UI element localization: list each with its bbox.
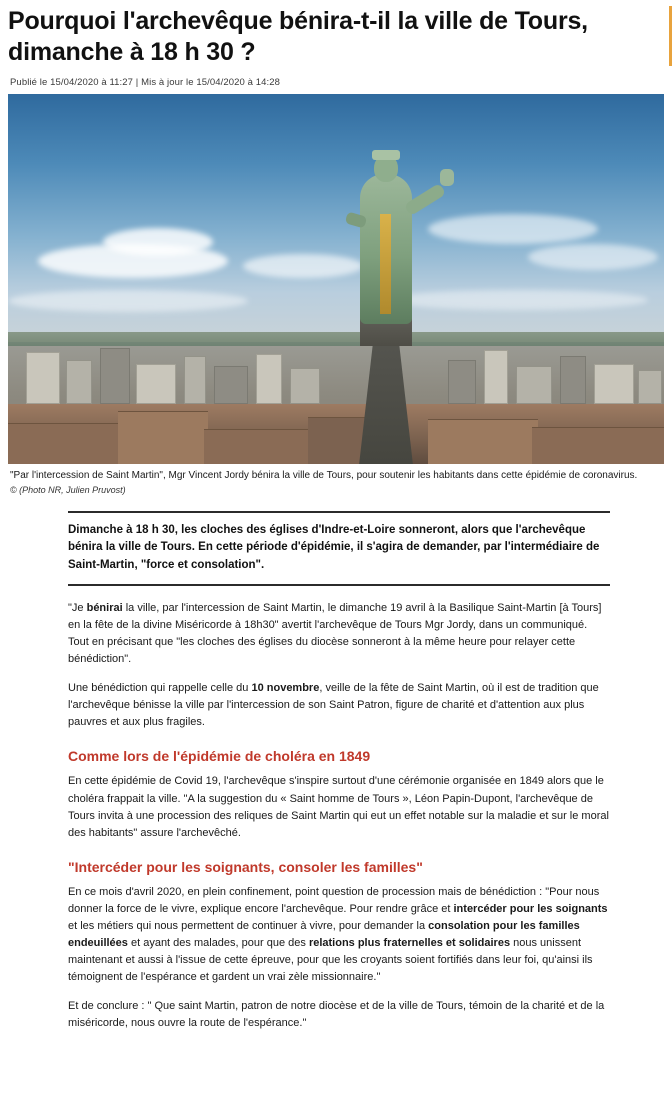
paragraph-part: et ayant des malades, pour que des — [127, 936, 309, 949]
publication-meta: Publié le 15/04/2020 à 11:27 | Mis à jour le 15/04/2020 à 14:28 — [10, 77, 281, 88]
paragraph-part: , veille de la fête de Saint Martin, où il est de tradition que l'archevêque bénisse la ville par l'intercession de son Saint Patron, figure de charité et d'attention aux plus pauvres et aux plus fragiles. — [68, 682, 599, 729]
building-block — [516, 366, 552, 404]
rooftop — [428, 419, 538, 464]
photo-credit: © (Photo NR, Julien Pruvost) — [10, 484, 126, 495]
rooftop — [532, 427, 664, 464]
building-block — [638, 370, 662, 404]
building-block — [66, 360, 92, 404]
building-block — [290, 368, 320, 404]
rooftop — [8, 423, 128, 464]
page-title: Pourquoi l'archevêque bénira-t-il la ville de Tours, dimanche à 18 h 30 ? — [8, 7, 588, 66]
building-block — [184, 356, 206, 404]
paragraph — [68, 680, 610, 731]
section-heading-2: "Intercéder pour les soignants, consoler les familles" — [68, 858, 423, 875]
cloud-shape — [243, 254, 363, 278]
article-standfirst: Dimanche à 18 h 30, les cloches des églises d'Indre-et-Loire sonneront, alors que l'archevêque bénira la ville de Tours. En cette période d'épidémie, il s'agira de demander, par l'intermédiaire de Saint-Martin, "force et consolation". — [68, 511, 610, 586]
foreground-rooftops — [8, 404, 664, 464]
paragraph-bold: 10 novembre — [251, 682, 320, 695]
paragraph-part: et les métiers qui nous permettent de continuer à vivre, pour demander la — [68, 919, 429, 932]
building-block — [560, 356, 586, 404]
building-block — [100, 348, 130, 404]
rooftop — [118, 411, 208, 464]
cloud-shape — [428, 214, 598, 244]
paragraph-bold: consolation pour les familles endeuillées — [68, 919, 580, 949]
building-block — [484, 350, 508, 404]
paragraph-part: En ce mois d'avril 2020, en plein confinement, point question de procession mais de bénédiction : "Pour nous donner la force de le vivre, explique encore l'archevêque. Pour rendre grâce et — [68, 885, 600, 915]
paragraph-bold: intercéder pour les soignants — [453, 902, 608, 915]
cloud-shape — [528, 244, 658, 270]
paragraph-part: "Je — [68, 601, 87, 614]
article-body — [8, 511, 664, 1033]
rooftop — [204, 429, 314, 464]
article-hero-image — [8, 94, 664, 464]
section-heading-1: Comme lors de l'épidémie de choléra en 1849 — [68, 748, 371, 765]
building-block — [136, 364, 176, 404]
paragraph — [68, 600, 610, 668]
photo-caption: "Par l'intercession de Saint Martin", Mgr Vincent Jordy bénira la ville de Tours, pour soutenir les habitants dans cette épidémie de coronavirus. — [10, 470, 638, 481]
building-block — [214, 366, 248, 404]
article-page — [0, 6, 672, 1052]
building-block — [26, 352, 60, 404]
building-block — [448, 360, 476, 404]
cloud-shape — [8, 290, 248, 312]
paragraph — [68, 884, 610, 986]
paragraph-bold: relations plus fraternelles et solidaires — [308, 936, 511, 949]
paragraph-bold: bénirai — [86, 601, 123, 614]
building-block — [594, 364, 634, 404]
paragraph-part: nous unissent maintenant et aussi à l'issue de cette épreuve, pour que les croyants soient fortifiés dans leur foi, qu'ainsi ils témoignent de l'espérance et gardent un vrai zèle missionnaire." — [68, 936, 593, 984]
paragraph: En cette épidémie de Covid 19, l'archevêque s'inspire surtout d'une cérémonie organisée en 1849 alors que le choléra frappait la ville. "A la suggestion du « Saint homme de Tours », Léon Papin-Dupont, l'archevêque de Tours invita à une procession des reliques de Saint Martin qui eut un effet notable sur la maladie et sur le moral des habitants" assure l'archevêché. — [68, 775, 609, 839]
statue-mitre — [372, 150, 400, 160]
cloud-shape — [388, 290, 648, 310]
paragraph: Et de conclure : " Que saint Martin, patron de notre diocèse et de la ville de Tours, témoin de la charité et de la miséricorde, nous ouvre la route de l'espérance." — [68, 1000, 605, 1030]
building-block — [256, 354, 282, 404]
statue-gilded-stole — [380, 214, 391, 314]
statue-blessing-hand — [440, 169, 454, 186]
cloud-shape — [103, 228, 213, 256]
paragraph-part: la ville, par l'intercession de Saint Martin, le dimanche 19 avril à la Basilique Saint-Martin [à Tours] en la fête de la divine Miséricorde à 18h30" avertit l'archevêque de Tours Mgr Jordy, dans un communiqué. Tout en précisant que "les cloches des églises du diocèse sonneront à la même heure pour relayer cette bénédiction". — [68, 601, 602, 666]
paragraph-part: Une bénédiction qui rappelle celle du — [68, 682, 252, 695]
